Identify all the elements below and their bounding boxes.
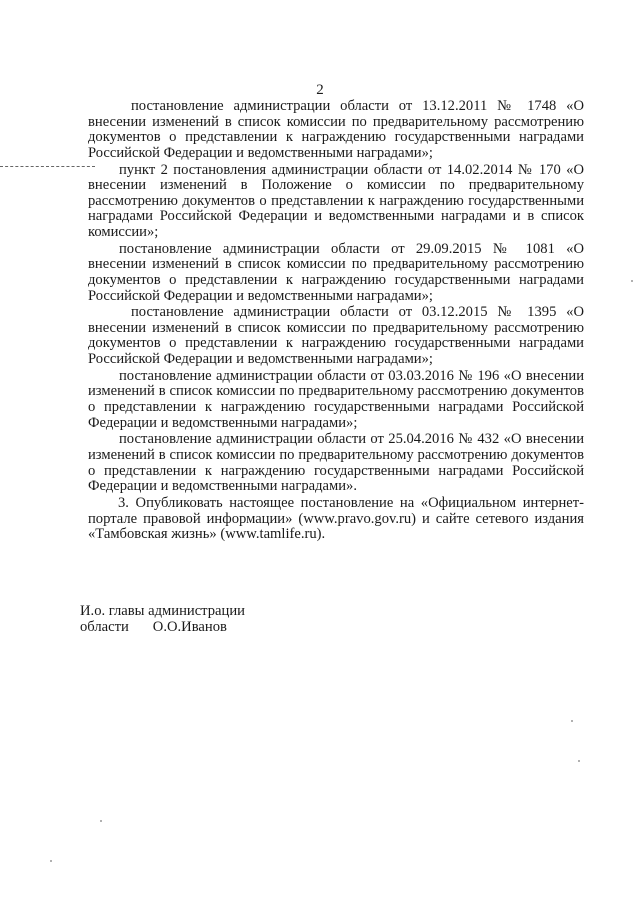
page-number: 2 (316, 82, 324, 98)
scan-speck (578, 760, 580, 762)
scan-speck (631, 280, 633, 282)
signatory-title-line1: И.о. главы администрации (80, 603, 245, 619)
paragraph-resolution-2015-12: постановление администрации области от 03.12.2015 № 1395 «О внесении изменений в список комиссии по предварительному рассмотрению документов о представлении к награждению государственными наградами Российской Федерации и ведомственными наградами»; (88, 304, 584, 368)
paragraph-resolution-2016-04: постановление администрации области от 25.04.2016 № 432 «О внесении изменений в список комиссии по предварительному рассмотрению документов о представлении к награждению государственными наградами Российской Федерации и ведомственными наградами». (88, 431, 584, 495)
paragraph-resolution-2016-03: постановление администрации области от 03.03.2016 № 196 «О внесении изменений в список комиссии по предварительному рассмотрению документов о представлении к награждению государственными наградами Российской Федерации и ведомственными наградами»; (88, 367, 584, 431)
signatory-title-line2-row (80, 619, 245, 635)
scan-speck (50, 860, 52, 862)
scan-speck (100, 820, 102, 822)
paragraph-publication: 3. Опубликовать настоящее постановление на «Официальном интернет-портале правовой информации» (www.pravo.gov.ru) и сайте сетевого издания «Тамбовская жизнь» (www.tamlife.ru). (88, 494, 584, 543)
scan-artifact-dashes (0, 166, 95, 168)
paragraph-resolution-2015-09: постановление администрации области от 29.09.2015 № 1081 «О внесении изменений в список комиссии по предварительному рассмотрению документов о представлении к награждению государственными наградами Российской Федерации и ведомственными наградами»; (88, 240, 584, 304)
paragraph-resolution-2011: постановление администрации области от 13.12.2011 № 1748 «О внесении изменений в список комиссии по предварительному рассмотрению документов о представлении к награждению государственными наградами Российской Федерации и ведомственными наградами»; (88, 98, 584, 161)
signatory-name: О.О.Иванов (152, 619, 227, 635)
document-body (88, 99, 584, 544)
paragraph-item-2-2014: пункт 2 постановления администрации области от 14.02.2014 № 170 «О внесении изменений в Положение о комиссии по предварительному рассмотрению документов о представлении к награждению государственными наградами Российской Федерации и ведомственными наградами и в список комиссии»; (88, 161, 584, 240)
scan-speck (571, 720, 573, 722)
signature-block (80, 603, 245, 635)
signatory-title-line2: области (80, 619, 129, 635)
